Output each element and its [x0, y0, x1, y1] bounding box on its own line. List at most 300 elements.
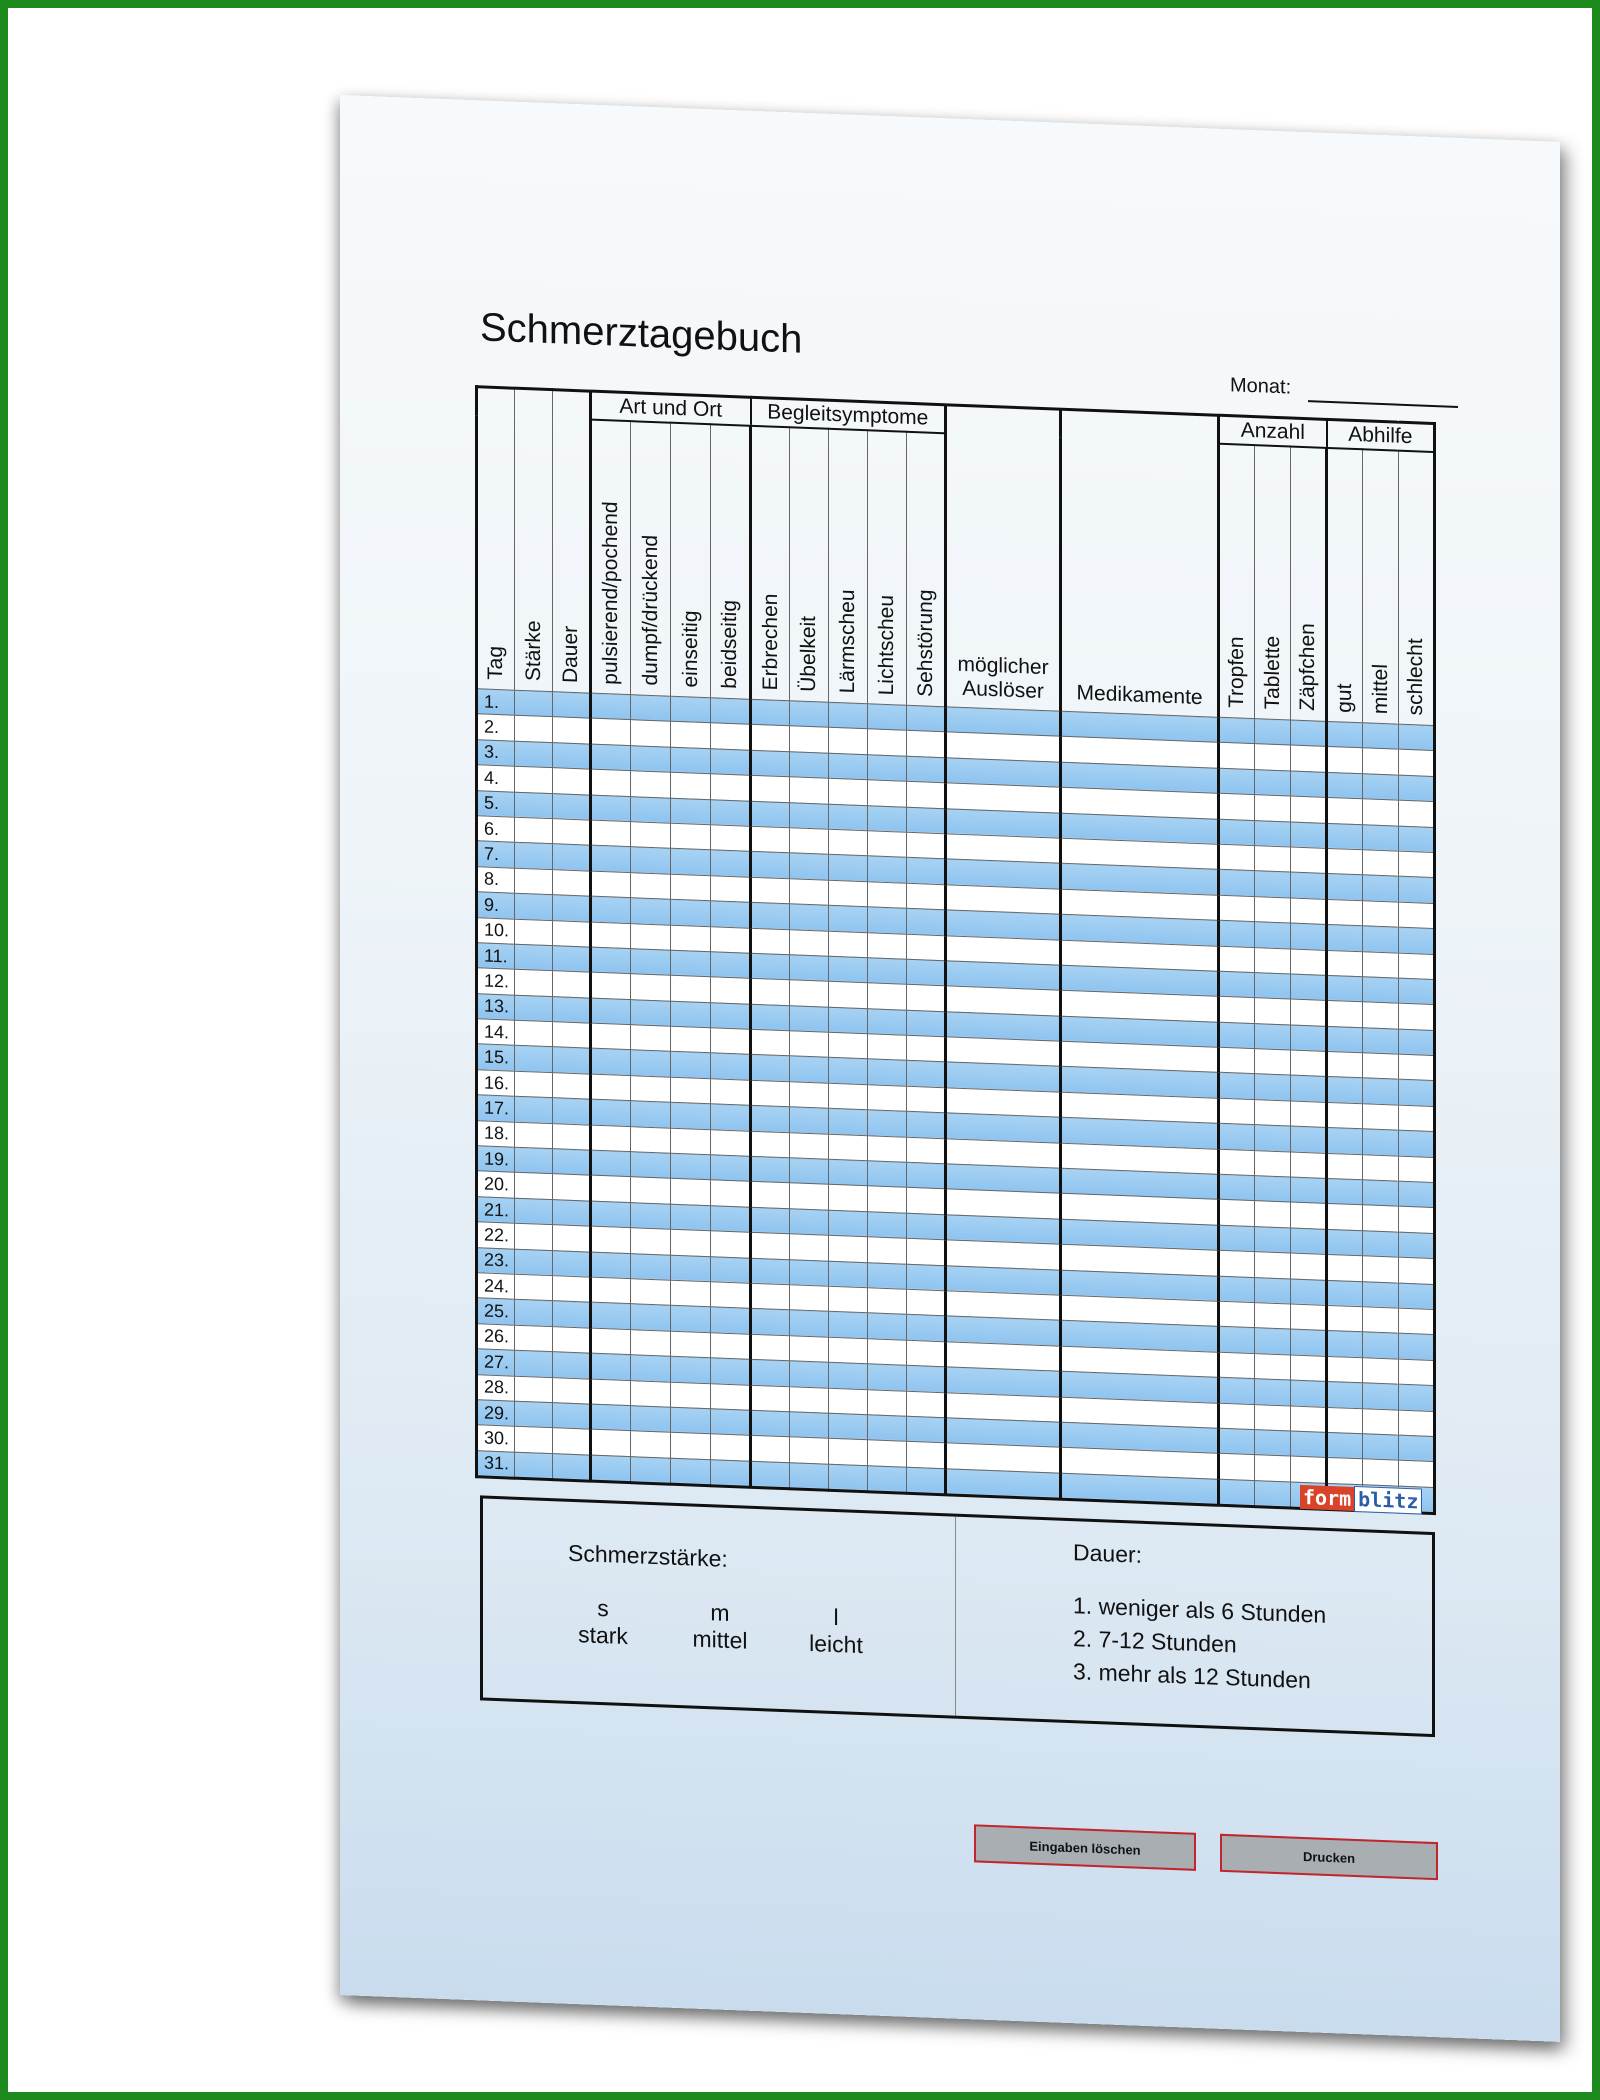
entry-cell[interactable] — [868, 805, 907, 832]
entry-cell[interactable] — [1291, 872, 1327, 899]
entry-cell[interactable] — [1327, 1077, 1363, 1104]
entry-cell[interactable] — [515, 817, 553, 844]
entry-cell[interactable] — [515, 766, 553, 793]
entry-cell[interactable] — [631, 974, 671, 1001]
entry-cell[interactable] — [1219, 1479, 1255, 1507]
entry-cell[interactable] — [1291, 847, 1327, 874]
entry-cell[interactable] — [711, 825, 751, 852]
entry-cell[interactable] — [1219, 1124, 1255, 1151]
entry-cell[interactable] — [1291, 1329, 1327, 1356]
entry-cell[interactable] — [631, 1126, 671, 1153]
entry-cell[interactable] — [671, 925, 711, 952]
entry-cell[interactable] — [631, 1380, 671, 1407]
entry-cell[interactable] — [1291, 822, 1327, 849]
entry-cell[interactable] — [1255, 947, 1291, 974]
entry-cell[interactable] — [1219, 997, 1255, 1024]
entry-cell[interactable] — [711, 1459, 751, 1487]
entry-cell[interactable] — [907, 1442, 946, 1469]
entry-cell[interactable] — [1399, 1384, 1435, 1411]
entry-cell[interactable] — [829, 880, 868, 907]
entry-cell[interactable] — [1399, 1207, 1435, 1234]
entry-cell[interactable] — [907, 731, 946, 758]
entry-cell[interactable] — [1327, 1255, 1363, 1282]
entry-cell[interactable] — [868, 755, 907, 782]
entry-cell[interactable] — [868, 1262, 907, 1289]
entry-cell[interactable] — [515, 1325, 553, 1352]
entry-cell[interactable] — [515, 690, 553, 717]
entry-cell[interactable] — [553, 971, 591, 998]
entry-cell[interactable] — [671, 1280, 711, 1307]
entry-cell[interactable] — [711, 1307, 751, 1334]
entry-cell[interactable] — [1291, 720, 1327, 747]
entry-cell[interactable] — [591, 744, 631, 771]
entry-cell[interactable] — [711, 774, 751, 801]
entry-cell[interactable] — [790, 929, 829, 956]
entry-cell[interactable] — [671, 1128, 711, 1155]
entry-cell[interactable] — [1219, 946, 1255, 973]
entry-cell[interactable] — [868, 1465, 907, 1493]
entry-cell[interactable] — [1255, 871, 1291, 898]
entry-cell[interactable] — [711, 1434, 751, 1461]
entry-cell[interactable] — [515, 1122, 553, 1149]
entry-cell[interactable] — [671, 950, 711, 977]
entry-cell[interactable] — [553, 793, 591, 820]
entry-cell[interactable] — [751, 1359, 790, 1386]
entry-cell[interactable] — [1255, 1277, 1291, 1304]
entry-cell[interactable] — [1255, 1150, 1291, 1177]
entry-cell[interactable] — [553, 1403, 591, 1430]
entry-cell[interactable] — [1399, 1181, 1435, 1208]
entry-cell[interactable] — [1219, 1022, 1255, 1049]
entry-cell[interactable] — [515, 1198, 553, 1225]
entry-cell[interactable] — [829, 982, 868, 1009]
entry-cell[interactable] — [1363, 1053, 1399, 1080]
entry-cell[interactable] — [1363, 901, 1399, 928]
entry-cell[interactable] — [829, 1413, 868, 1440]
entry-cell[interactable] — [907, 1010, 946, 1037]
entry-cell[interactable] — [1255, 1303, 1291, 1330]
entry-cell[interactable] — [868, 1008, 907, 1035]
entry-cell[interactable] — [790, 726, 829, 753]
entry-cell[interactable] — [553, 1199, 591, 1226]
entry-cell[interactable] — [829, 1083, 868, 1110]
entry-cell[interactable] — [1399, 1080, 1435, 1107]
entry-cell[interactable] — [907, 1061, 946, 1088]
entry-cell[interactable] — [1327, 1280, 1363, 1307]
entry-cell[interactable] — [671, 1382, 711, 1409]
entry-cell[interactable] — [790, 1005, 829, 1032]
entry-cell[interactable] — [751, 1309, 790, 1336]
entry-cell[interactable] — [1219, 844, 1255, 871]
entry-cell[interactable] — [553, 819, 591, 846]
entry-cell[interactable] — [1219, 1327, 1255, 1354]
entry-cell[interactable] — [751, 852, 790, 879]
entry-cell[interactable] — [829, 855, 868, 882]
entry-cell[interactable] — [1363, 977, 1399, 1004]
entry-cell[interactable] — [1399, 1003, 1435, 1030]
entry-cell[interactable] — [515, 1427, 553, 1454]
entry-cell[interactable] — [1291, 796, 1327, 823]
entry-cell[interactable] — [868, 932, 907, 959]
entry-cell[interactable] — [829, 829, 868, 856]
entry-cell[interactable] — [751, 1156, 790, 1183]
entry-cell[interactable] — [790, 1031, 829, 1058]
entry-cell[interactable] — [1255, 1480, 1291, 1508]
entry-cell[interactable] — [1327, 772, 1363, 799]
entry-cell[interactable] — [591, 1455, 631, 1483]
entry-cell[interactable] — [1327, 975, 1363, 1002]
entry-cell[interactable] — [553, 717, 591, 744]
entry-cell[interactable] — [1399, 800, 1435, 827]
entry-cell[interactable] — [790, 853, 829, 880]
entry-cell[interactable] — [553, 946, 591, 973]
entry-cell[interactable] — [515, 1096, 553, 1123]
entry-cell[interactable] — [868, 1212, 907, 1239]
entry-cell[interactable] — [829, 1058, 868, 1085]
entry-cell[interactable] — [631, 822, 671, 849]
entry-cell[interactable] — [1399, 978, 1435, 1005]
entry-cell[interactable] — [829, 1362, 868, 1389]
entry-cell[interactable] — [1255, 896, 1291, 923]
entry-cell[interactable] — [1291, 1126, 1327, 1153]
entry-cell[interactable] — [1219, 1301, 1255, 1328]
entry-cell[interactable] — [829, 1337, 868, 1364]
entry-cell[interactable] — [1291, 771, 1327, 798]
entry-cell[interactable] — [790, 1336, 829, 1363]
entry-cell[interactable] — [1327, 1356, 1363, 1383]
entry-cell[interactable] — [790, 1209, 829, 1236]
entry-cell[interactable] — [1291, 1025, 1327, 1052]
entry-cell[interactable] — [751, 1385, 790, 1412]
entry-cell[interactable] — [868, 729, 907, 756]
entry-cell[interactable] — [751, 1461, 790, 1489]
entry-cell[interactable] — [711, 926, 751, 953]
entry-cell[interactable] — [868, 1389, 907, 1416]
entry-cell[interactable] — [1399, 1054, 1435, 1081]
entry-cell[interactable] — [591, 1150, 631, 1177]
entry-cell[interactable] — [1399, 1029, 1435, 1056]
entry-cell[interactable] — [515, 1452, 553, 1480]
entry-cell[interactable] — [790, 1234, 829, 1261]
entry-cell[interactable] — [868, 907, 907, 934]
entry-cell[interactable] — [790, 1183, 829, 1210]
entry-cell[interactable] — [553, 1149, 591, 1176]
entry-cell[interactable] — [1327, 848, 1363, 875]
entry-cell[interactable] — [711, 1358, 751, 1385]
entry-cell[interactable] — [1219, 1098, 1255, 1125]
clear-inputs-button[interactable]: Eingaben löschen — [974, 1824, 1196, 1871]
entry-cell[interactable] — [553, 1453, 591, 1481]
entry-cell[interactable] — [711, 1409, 751, 1436]
entry-cell[interactable] — [751, 1029, 790, 1056]
entry-cell[interactable] — [1255, 1049, 1291, 1076]
entry-cell[interactable] — [1291, 1202, 1327, 1229]
entry-cell[interactable] — [907, 1162, 946, 1189]
entry-cell[interactable] — [671, 1255, 711, 1282]
entry-cell[interactable] — [515, 868, 553, 895]
entry-cell[interactable] — [1363, 1408, 1399, 1435]
entry-cell[interactable] — [868, 856, 907, 883]
entry-cell[interactable] — [868, 1186, 907, 1213]
entry-cell[interactable] — [790, 955, 829, 982]
entry-cell[interactable] — [591, 947, 631, 974]
entry-cell[interactable] — [591, 1328, 631, 1355]
entry-cell[interactable] — [1061, 1473, 1219, 1505]
entry-cell[interactable] — [1255, 1201, 1291, 1228]
entry-cell[interactable] — [829, 1185, 868, 1212]
entry-cell[interactable] — [1399, 750, 1435, 777]
entry-cell[interactable] — [515, 1376, 553, 1403]
entry-cell[interactable] — [711, 723, 751, 750]
entry-cell[interactable] — [868, 1288, 907, 1315]
entry-cell[interactable] — [868, 1034, 907, 1061]
entry-cell[interactable] — [790, 1386, 829, 1413]
entry-cell[interactable] — [829, 1464, 868, 1492]
entry-cell[interactable] — [671, 899, 711, 926]
entry-cell[interactable] — [868, 831, 907, 858]
entry-cell[interactable] — [1363, 1180, 1399, 1207]
entry-cell[interactable] — [907, 908, 946, 935]
entry-cell[interactable] — [553, 1276, 591, 1303]
entry-cell[interactable] — [591, 719, 631, 746]
entry-cell[interactable] — [829, 956, 868, 983]
entry-cell[interactable] — [1255, 1176, 1291, 1203]
entry-cell[interactable] — [790, 1285, 829, 1312]
entry-cell[interactable] — [1327, 1305, 1363, 1332]
entry-cell[interactable] — [907, 1035, 946, 1062]
entry-cell[interactable] — [751, 928, 790, 955]
entry-cell[interactable] — [1327, 1026, 1363, 1053]
entry-cell[interactable] — [1327, 823, 1363, 850]
entry-cell[interactable] — [1255, 1023, 1291, 1050]
entry-cell[interactable] — [907, 1315, 946, 1342]
entry-cell[interactable] — [1363, 1027, 1399, 1054]
entry-cell[interactable] — [1363, 850, 1399, 877]
entry-cell[interactable] — [631, 1050, 671, 1077]
entry-cell[interactable] — [907, 959, 946, 986]
entry-cell[interactable] — [829, 778, 868, 805]
entry-cell[interactable] — [591, 1252, 631, 1279]
entry-cell[interactable] — [711, 1028, 751, 1055]
entry-cell[interactable] — [1327, 1458, 1363, 1485]
entry-cell[interactable] — [907, 1137, 946, 1164]
entry-cell[interactable] — [1255, 1455, 1291, 1482]
entry-cell[interactable] — [1291, 745, 1327, 772]
entry-cell[interactable] — [790, 828, 829, 855]
entry-cell[interactable] — [907, 883, 946, 910]
entry-cell[interactable] — [868, 1135, 907, 1162]
entry-cell[interactable] — [631, 872, 671, 899]
entry-cell[interactable] — [1363, 1459, 1399, 1486]
entry-cell[interactable] — [1327, 1102, 1363, 1129]
entry-cell[interactable] — [751, 1283, 790, 1310]
entry-cell[interactable] — [868, 1415, 907, 1442]
entry-cell[interactable] — [829, 905, 868, 932]
entry-cell[interactable] — [1327, 1153, 1363, 1180]
entry-cell[interactable] — [671, 1331, 711, 1358]
entry-cell[interactable] — [711, 749, 751, 776]
entry-cell[interactable] — [631, 1101, 671, 1128]
entry-cell[interactable] — [1291, 1406, 1327, 1433]
entry-cell[interactable] — [1219, 1454, 1255, 1481]
entry-cell[interactable] — [1219, 1149, 1255, 1176]
entry-cell[interactable] — [907, 1188, 946, 1215]
entry-cell[interactable] — [1219, 1428, 1255, 1455]
entry-cell[interactable] — [1399, 724, 1435, 751]
entry-cell[interactable] — [1219, 1250, 1255, 1277]
entry-cell[interactable] — [1399, 902, 1435, 929]
entry-cell[interactable] — [671, 1356, 711, 1383]
entry-cell[interactable] — [591, 1201, 631, 1228]
entry-cell[interactable] — [1363, 799, 1399, 826]
entry-cell[interactable] — [1327, 874, 1363, 901]
entry-cell[interactable] — [1219, 1174, 1255, 1201]
entry-cell[interactable] — [1255, 1379, 1291, 1406]
entry-cell[interactable] — [1363, 1383, 1399, 1410]
entry-cell[interactable] — [907, 1238, 946, 1265]
entry-cell[interactable] — [1363, 723, 1399, 750]
entry-cell[interactable] — [1255, 1099, 1291, 1126]
entry-cell[interactable] — [1291, 1456, 1327, 1483]
entry-cell[interactable] — [868, 881, 907, 908]
entry-cell[interactable] — [1219, 1200, 1255, 1227]
entry-cell[interactable] — [711, 1332, 751, 1359]
entry-cell[interactable] — [1255, 922, 1291, 949]
entry-cell[interactable] — [591, 845, 631, 872]
entry-cell[interactable] — [1363, 875, 1399, 902]
entry-cell[interactable] — [907, 934, 946, 961]
entry-cell[interactable] — [1219, 920, 1255, 947]
entry-cell[interactable] — [1291, 999, 1327, 1026]
entry-cell[interactable] — [1399, 1130, 1435, 1157]
entry-cell[interactable] — [868, 704, 907, 731]
entry-cell[interactable] — [868, 1339, 907, 1366]
entry-cell[interactable] — [515, 1147, 553, 1174]
entry-cell[interactable] — [1219, 819, 1255, 846]
entry-cell[interactable] — [1399, 1460, 1435, 1487]
entry-cell[interactable] — [751, 1334, 790, 1361]
entry-cell[interactable] — [1327, 950, 1363, 977]
entry-cell[interactable] — [1291, 974, 1327, 1001]
entry-cell[interactable] — [829, 931, 868, 958]
entry-cell[interactable] — [631, 1304, 671, 1331]
entry-cell[interactable] — [671, 874, 711, 901]
entry-cell[interactable] — [829, 1210, 868, 1237]
entry-cell[interactable] — [1327, 1128, 1363, 1155]
entry-cell[interactable] — [868, 1110, 907, 1137]
entry-cell[interactable] — [1291, 1101, 1327, 1128]
entry-cell[interactable] — [515, 970, 553, 997]
entry-cell[interactable] — [1363, 1002, 1399, 1029]
entry-cell[interactable] — [1399, 1308, 1435, 1335]
entry-cell[interactable] — [790, 1132, 829, 1159]
month-input-line[interactable] — [1308, 400, 1458, 408]
entry-cell[interactable] — [868, 983, 907, 1010]
entry-cell[interactable] — [631, 1253, 671, 1280]
entry-cell[interactable] — [1363, 748, 1399, 775]
entry-cell[interactable] — [907, 1264, 946, 1291]
entry-cell[interactable] — [591, 922, 631, 949]
entry-cell[interactable] — [515, 995, 553, 1022]
entry-cell[interactable] — [790, 1107, 829, 1134]
entry-cell[interactable] — [1327, 925, 1363, 952]
entry-cell[interactable] — [1399, 775, 1435, 802]
entry-cell[interactable] — [591, 1353, 631, 1380]
entry-cell[interactable] — [671, 849, 711, 876]
entry-cell[interactable] — [515, 1401, 553, 1428]
entry-cell[interactable] — [790, 1158, 829, 1185]
entry-cell[interactable] — [1363, 1281, 1399, 1308]
entry-cell[interactable] — [591, 693, 631, 720]
entry-cell[interactable] — [553, 1047, 591, 1074]
entry-cell[interactable] — [631, 898, 671, 925]
entry-cell[interactable] — [553, 996, 591, 1023]
entry-cell[interactable] — [1219, 768, 1255, 795]
entry-cell[interactable] — [1399, 1156, 1435, 1183]
entry-cell[interactable] — [751, 826, 790, 853]
entry-cell[interactable] — [1255, 1125, 1291, 1152]
entry-cell[interactable] — [751, 1131, 790, 1158]
entry-cell[interactable] — [711, 1053, 751, 1080]
entry-cell[interactable] — [515, 843, 553, 870]
entry-cell[interactable] — [1291, 898, 1327, 925]
entry-cell[interactable] — [790, 752, 829, 779]
entry-cell[interactable] — [790, 1082, 829, 1109]
entry-cell[interactable] — [553, 1377, 591, 1404]
entry-cell[interactable] — [829, 702, 868, 729]
print-button[interactable]: Drucken — [1220, 1834, 1438, 1880]
entry-cell[interactable] — [1255, 820, 1291, 847]
entry-cell[interactable] — [751, 725, 790, 752]
entry-cell[interactable] — [1291, 1279, 1327, 1306]
entry-cell[interactable] — [553, 1428, 591, 1455]
entry-cell[interactable] — [553, 1098, 591, 1125]
entry-cell[interactable] — [711, 1383, 751, 1410]
entry-cell[interactable] — [907, 1086, 946, 1113]
entry-cell[interactable] — [711, 1256, 751, 1283]
entry-cell[interactable] — [1219, 1047, 1255, 1074]
entry-cell[interactable] — [671, 772, 711, 799]
entry-cell[interactable] — [1255, 719, 1291, 746]
entry-cell[interactable] — [515, 944, 553, 971]
entry-cell[interactable] — [790, 802, 829, 829]
entry-cell[interactable] — [553, 1352, 591, 1379]
entry-cell[interactable] — [790, 1310, 829, 1337]
entry-cell[interactable] — [1327, 1001, 1363, 1028]
entry-cell[interactable] — [631, 1202, 671, 1229]
entry-cell[interactable] — [751, 979, 790, 1006]
entry-cell[interactable] — [711, 1155, 751, 1182]
entry-cell[interactable] — [553, 895, 591, 922]
entry-cell[interactable] — [1363, 1358, 1399, 1385]
entry-cell[interactable] — [1327, 1178, 1363, 1205]
entry-cell[interactable] — [1219, 743, 1255, 770]
entry-cell[interactable] — [1327, 721, 1363, 748]
entry-cell[interactable] — [751, 1080, 790, 1107]
entry-cell[interactable] — [711, 952, 751, 979]
entry-cell[interactable] — [1219, 793, 1255, 820]
entry-cell[interactable] — [591, 998, 631, 1025]
entry-cell[interactable] — [553, 1123, 591, 1150]
entry-cell[interactable] — [631, 745, 671, 772]
entry-cell[interactable] — [1327, 1051, 1363, 1078]
entry-cell[interactable] — [631, 720, 671, 747]
entry-cell[interactable] — [671, 823, 711, 850]
entry-cell[interactable] — [1399, 1334, 1435, 1361]
entry-cell[interactable] — [671, 1001, 711, 1028]
entry-cell[interactable] — [1255, 998, 1291, 1025]
entry-cell[interactable] — [1363, 1307, 1399, 1334]
